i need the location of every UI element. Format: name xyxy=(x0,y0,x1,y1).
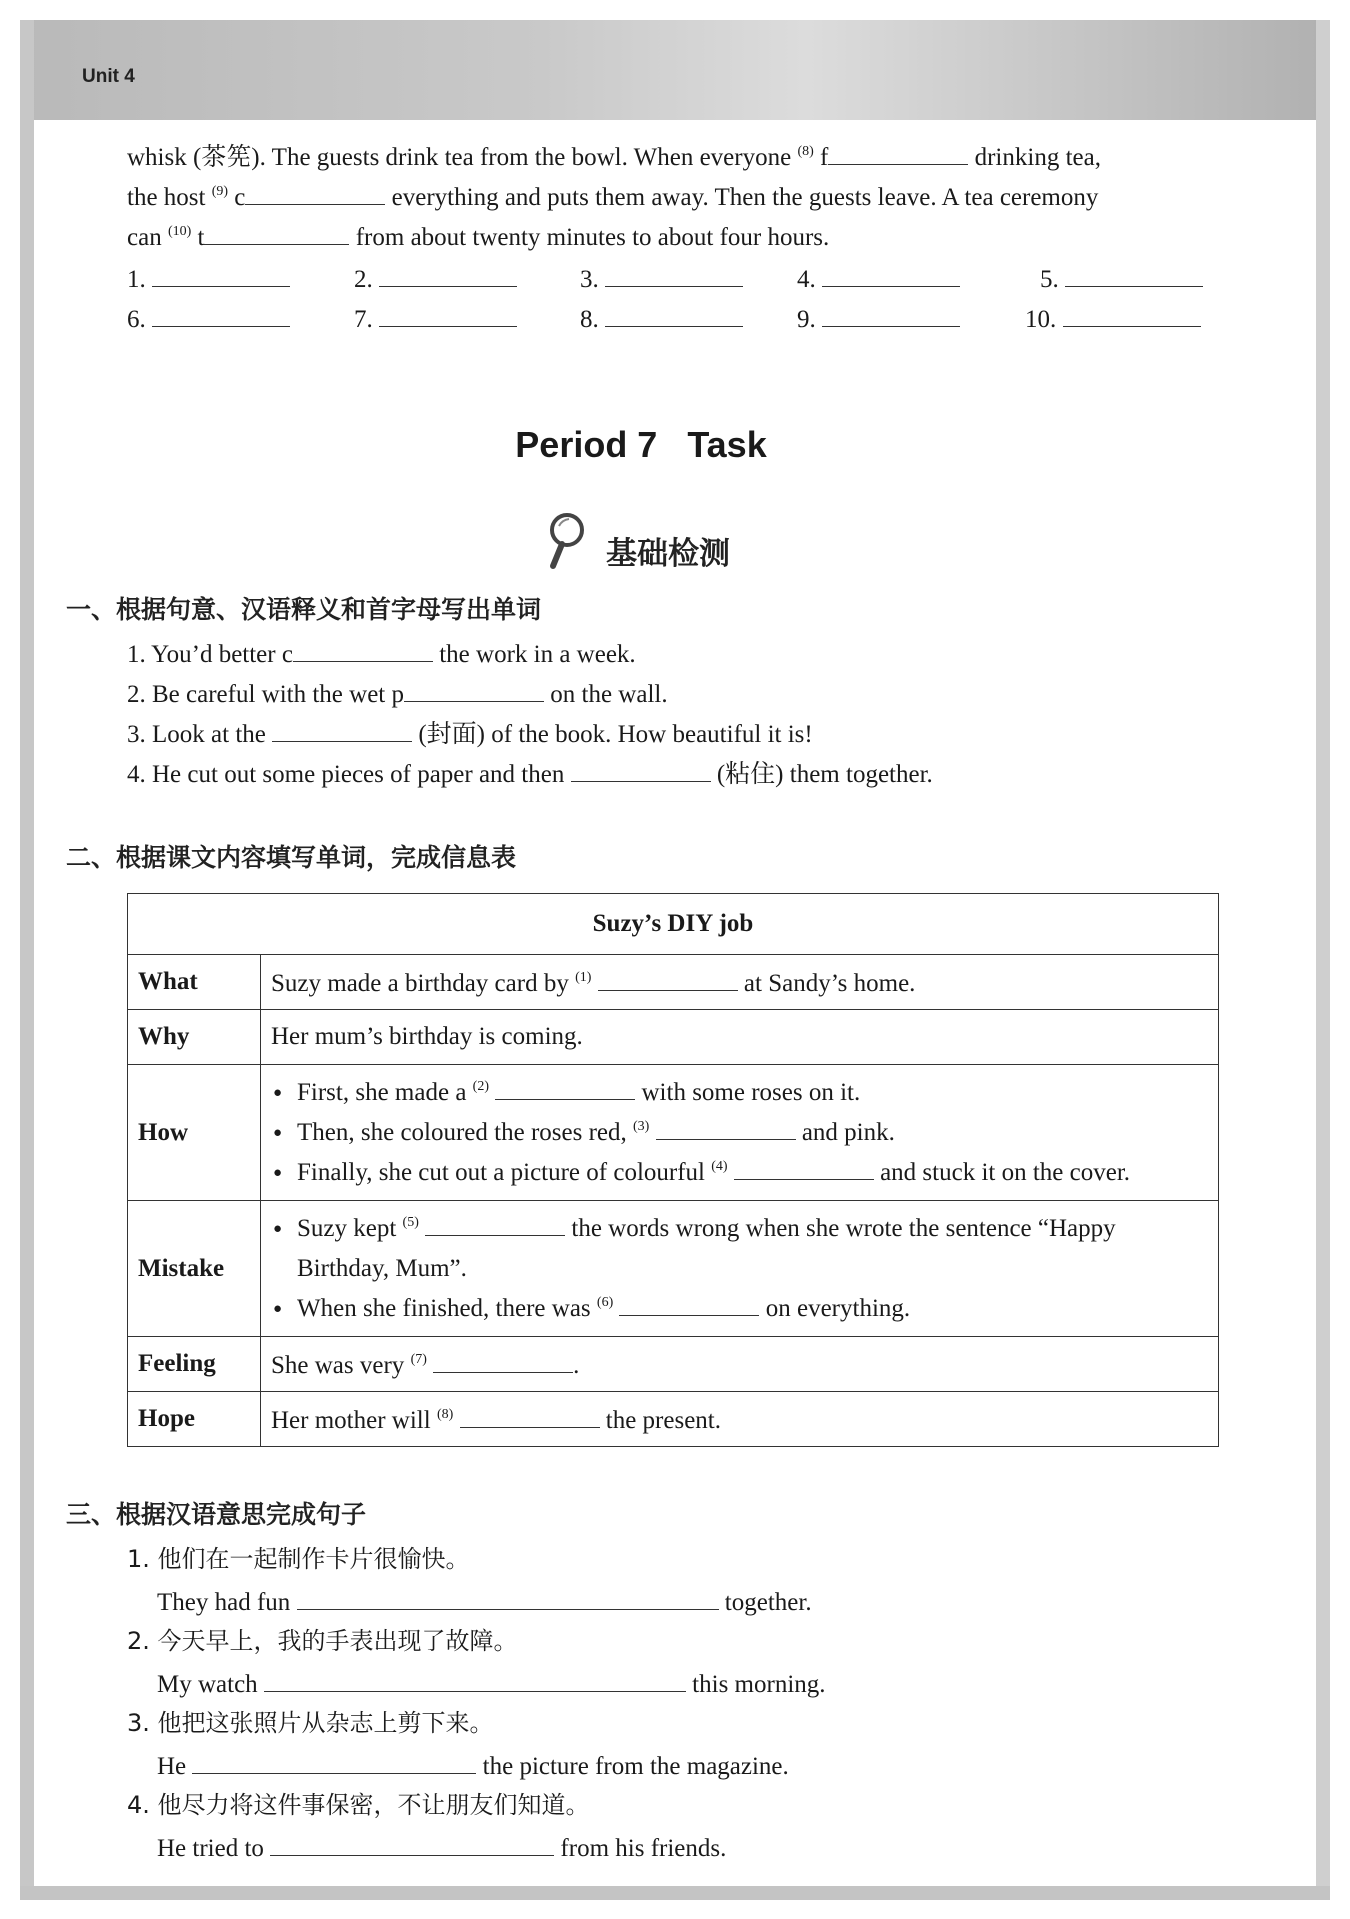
sentence-4: He tried to from his friends. xyxy=(157,1831,726,1864)
answer-item: 2. xyxy=(354,262,517,294)
period-title: Period 7 Task xyxy=(515,424,767,465)
scan-shadow-right xyxy=(1316,20,1330,1900)
passage-line-3: can $^{(10)}$ t from about twenty minutes to about four hours. xyxy=(127,220,829,253)
answer-item: 4. xyxy=(797,262,960,294)
magnifier-icon xyxy=(545,510,595,570)
table-title: Suzy’s DIY job xyxy=(128,894,1219,955)
scan-shadow-bottom xyxy=(20,1886,1330,1900)
sentence-2-chinese: 2. 今天早上，我的手表出现了故障。 xyxy=(127,1627,518,1655)
passage-line-2: the host $^{(9)}$ c everything and puts them away. Then the guests leave. A tea ceremony xyxy=(127,180,1098,213)
section-3-heading: 三、根据汉语意思完成句子 xyxy=(66,1500,367,1529)
answer-blank[interactable] xyxy=(204,220,349,245)
scan-shadow-left xyxy=(20,20,34,1900)
section-2-heading: 二、根据课文内容填写单词，完成信息表 xyxy=(66,843,517,872)
table-row: Why Her mum’s birthday is coming. xyxy=(128,1010,1219,1065)
question-1: 1. You’d better c the work in a week. xyxy=(127,637,636,670)
answer-item: 3. xyxy=(580,262,743,294)
scan-shadow-top xyxy=(20,20,1330,120)
question-4: 4. He cut out some pieces of paper and then (粘住) them together. xyxy=(127,757,933,790)
unit-label: Unit 4 xyxy=(82,66,135,87)
table-row: Feeling She was very $^{(7)}$ . xyxy=(128,1337,1219,1392)
table-row: What Suzy made a birthday card by $^{(1)}$ at Sandy’s home. xyxy=(128,955,1219,1010)
question-2: 2. Be careful with the wet p on the wall. xyxy=(127,677,668,710)
sentence-3: He the picture from the magazine. xyxy=(157,1749,789,1782)
sentence-1: They had fun together. xyxy=(157,1585,812,1618)
table-row: Hope Her mother will $^{(8)}$ the present. xyxy=(128,1392,1219,1447)
sentence-2: My watch this morning. xyxy=(157,1667,826,1700)
question-3: 3. Look at the (封面) of the book. How beautiful it is! xyxy=(127,717,813,750)
answer-item: 8. xyxy=(580,302,743,334)
sentence-4-chinese: 4. 他尽力将这件事保密，不让朋友们知道。 xyxy=(127,1791,590,1819)
section-label: 基础检测 xyxy=(606,536,730,572)
table-row: Mistake ● Suzy kept $^{(5)}$ the words wrong when she wrote the sentence “Happy Birthday, Mum”. ● When she finished, there was $^{(6)}$ on everything. xyxy=(128,1201,1219,1337)
table-row: How ● First, she made a $^{(2)}$ with some roses on it. ● Then, she coloured the roses red, $^{(3)}$ and pink. ● Finally, she cut out a picture of colourful $^{(4)}$ and stuck it on the cover. xyxy=(128,1065,1219,1201)
passage-line-1: whisk (茶筅). The guests drink tea from the bowl. When everyone $^{(8)}$ f drinking tea, xyxy=(127,140,1101,173)
answer-item: 1. xyxy=(127,262,290,294)
info-table xyxy=(127,893,1219,1447)
answer-blank[interactable] xyxy=(245,180,385,205)
answer-item: 9. xyxy=(797,302,960,334)
sentence-1-chinese: 1. 他们在一起制作卡片很愉快。 xyxy=(127,1545,470,1573)
answer-item: 5. xyxy=(1040,262,1203,294)
section-1-heading: 一、根据句意、汉语释义和首字母写出单词 xyxy=(66,595,542,624)
answer-item: 10. xyxy=(1025,302,1201,334)
answer-blank[interactable] xyxy=(828,140,968,165)
sentence-3-chinese: 3. 他把这张照片从杂志上剪下来。 xyxy=(127,1709,494,1737)
answer-item: 6. xyxy=(127,302,290,334)
answer-item: 7. xyxy=(354,302,517,334)
